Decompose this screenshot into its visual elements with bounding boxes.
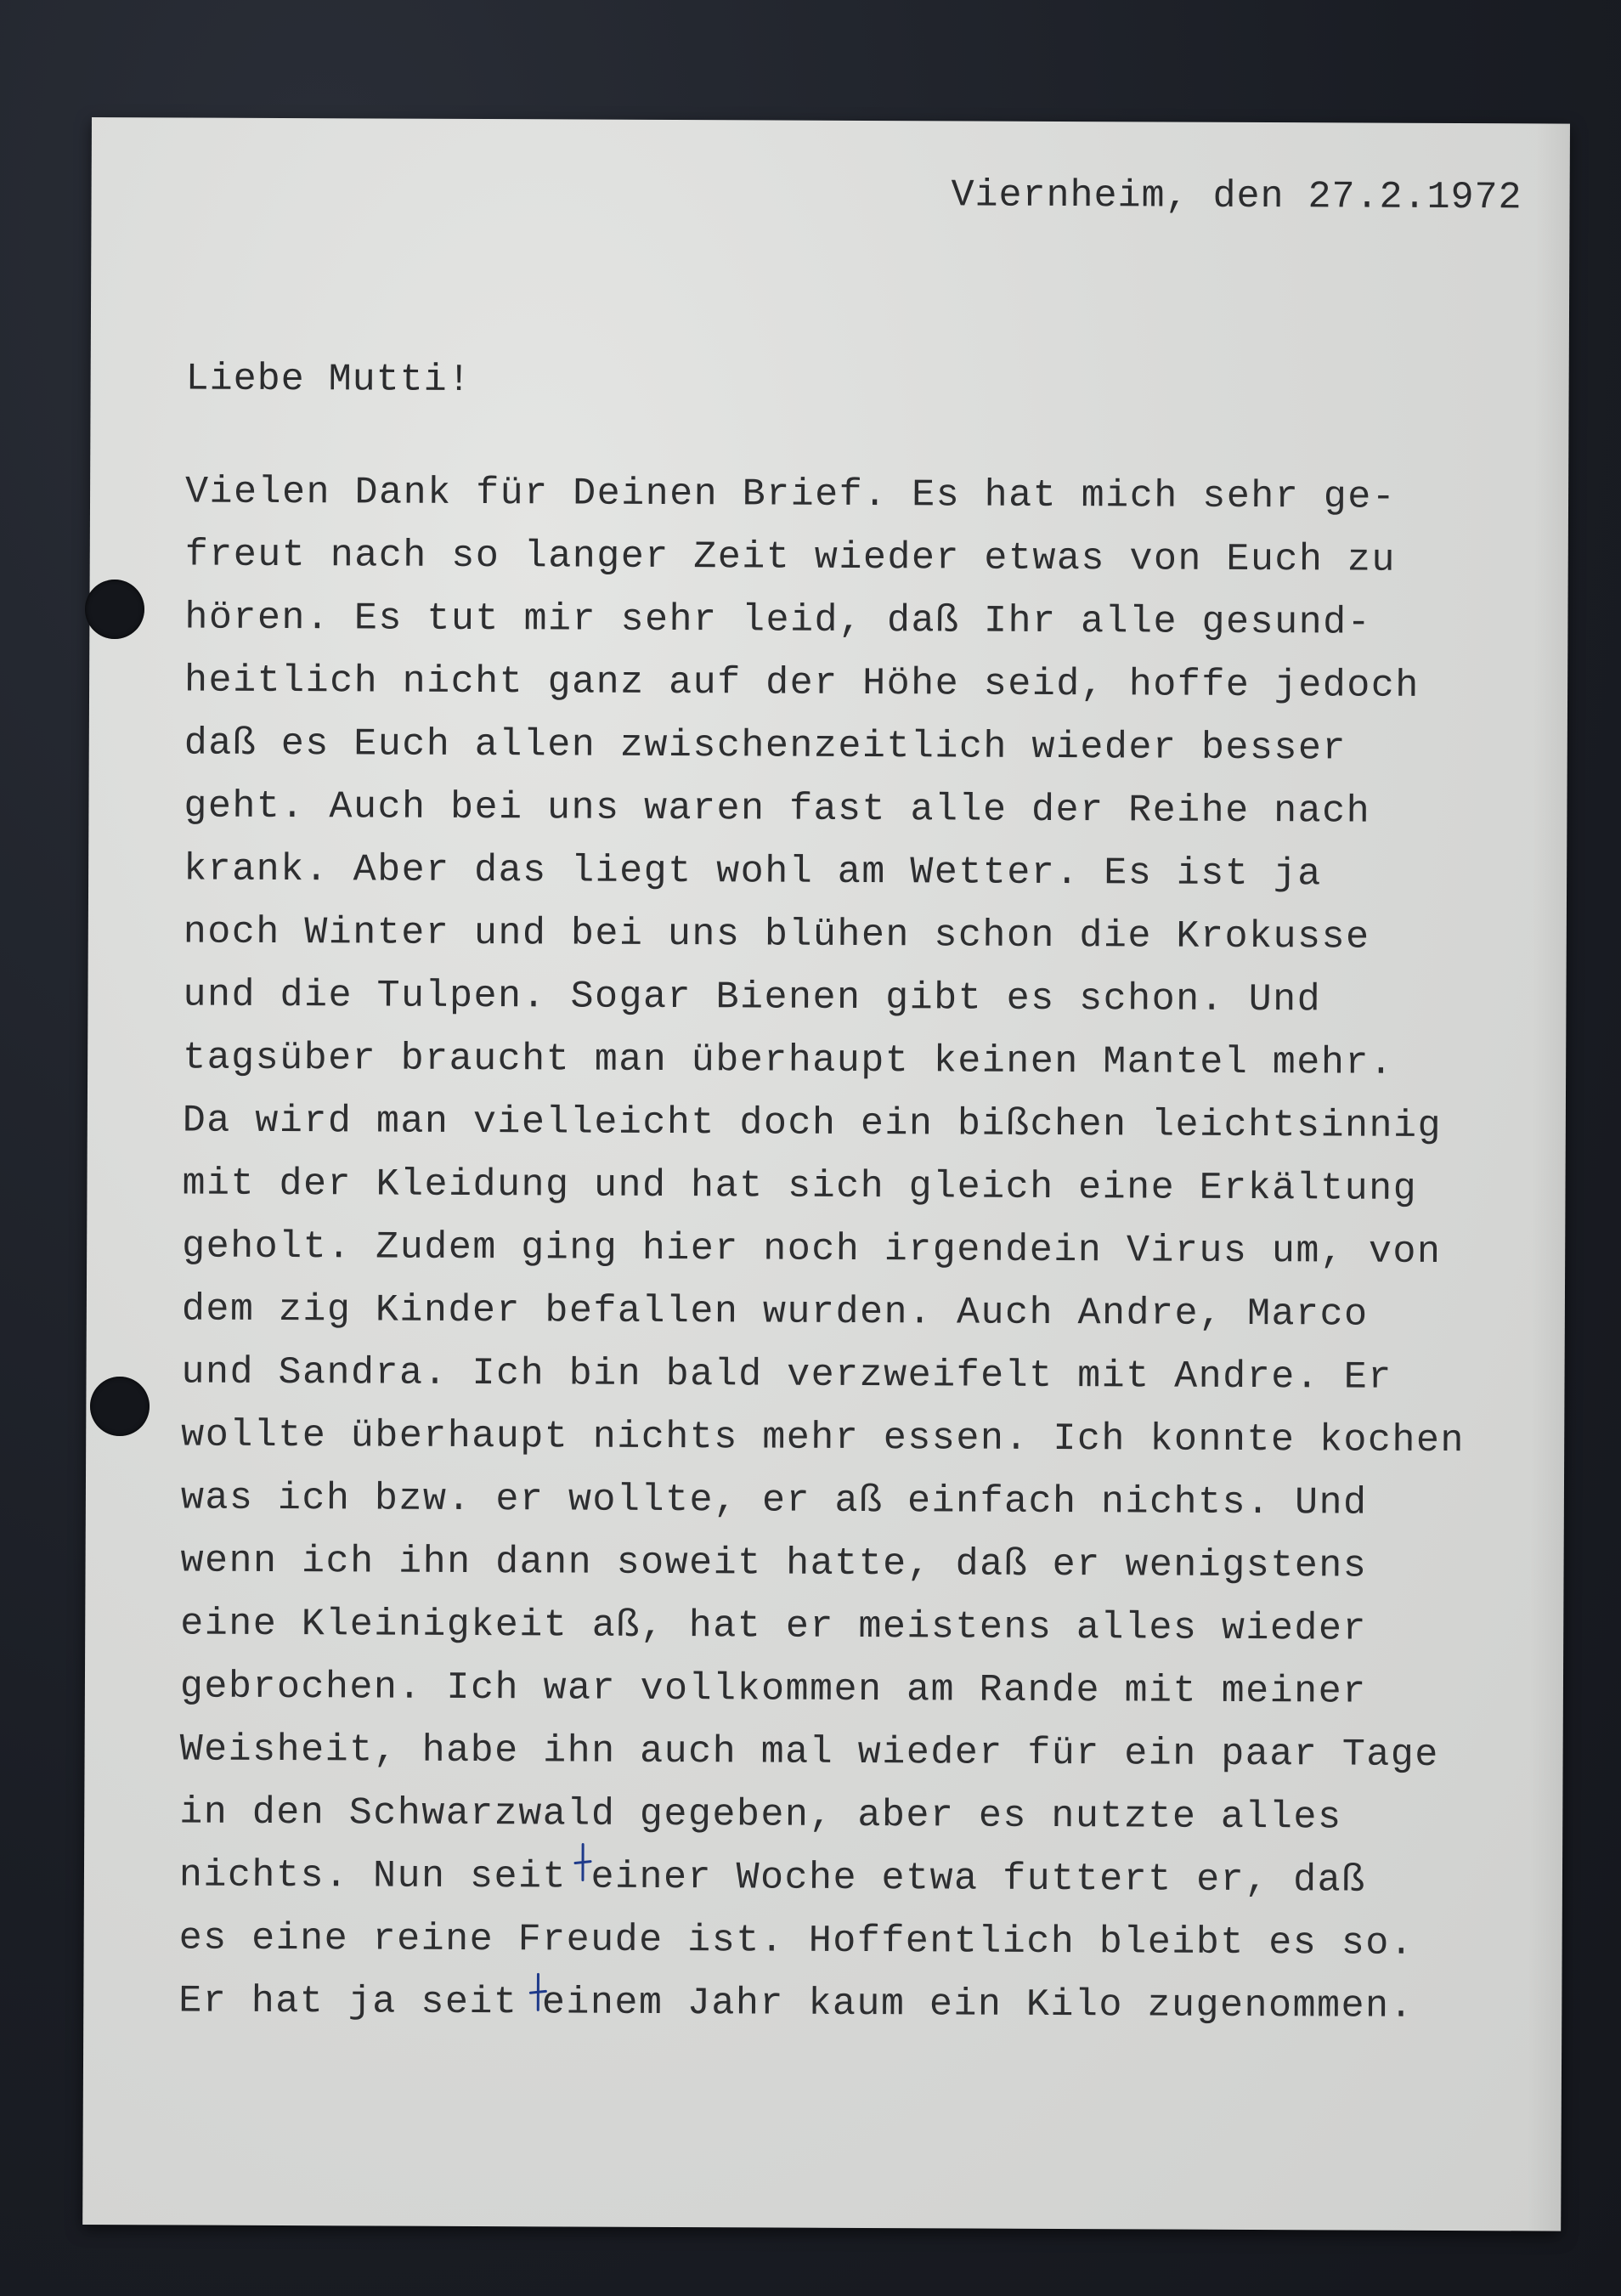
pen-correction-mark: [573, 1842, 592, 1881]
body-line: Er hat ja seit einem Jahr kaum ein Kilo zugenommen.: [178, 1979, 1415, 2028]
body-line: dem zig Kinder befallen wurden. Auch Andre, Marco: [181, 1287, 1369, 1337]
body-line: gebrochen. Ich war vollkommen am Rande mit meiner: [179, 1665, 1367, 1714]
punch-hole: [90, 1377, 150, 1436]
letter-salutation: Liebe Mutti!: [185, 357, 472, 402]
body-line: geht. Auch bei uns waren fast alle der Reihe nach: [184, 784, 1371, 834]
body-line: Da wird man vielleicht doch ein bißchen leichtsinnig: [182, 1099, 1443, 1148]
body-line: freut nach so langer Zeit wieder etwas von Euch zu: [184, 533, 1397, 582]
body-line: heitlich nicht ganz auf der Höhe seid, hoffe jedoch: [184, 659, 1420, 708]
body-line: Vielen Dank für Deinen Brief. Es hat mich sehr ge-: [184, 470, 1397, 519]
body-line: tagsüber braucht man überhaupt keinen Mantel mehr.: [183, 1036, 1394, 1085]
body-line: und Sandra. Ich bin bald verzweifelt mit Andre. Er: [181, 1350, 1392, 1400]
letter-date-line: Viernheim, den 27.2.1972: [951, 173, 1522, 220]
body-line: Weisheit, habe ihn auch mal wieder für ein paar Tage: [179, 1728, 1439, 1777]
body-line: noch Winter und bei uns blühen schon die Krokusse: [183, 910, 1370, 959]
letter-sheet: [82, 117, 1570, 2231]
body-line: es eine reine Freude ist. Hoffentlich bleibt es so.: [178, 1916, 1415, 1965]
body-line: hören. Es tut mir sehr leid, daß Ihr alle gesund-: [184, 596, 1372, 645]
punch-hole: [85, 580, 144, 639]
letter-body: [178, 461, 1562, 2039]
body-line: und die Tulpen. Sogar Bienen gibt es schon. Und: [183, 973, 1322, 1022]
body-line: wenn ich ihn dann soweit hatte, daß er wenigstens: [180, 1539, 1368, 1588]
body-line: krank. Aber das liegt wohl am Wetter. Es ist ja: [184, 847, 1322, 896]
body-line: eine Kleinigkeit aß, hat er meistens alles wieder: [180, 1602, 1368, 1651]
pen-correction-mark: [528, 1972, 547, 2011]
body-line: daß es Euch allen zwischenzeitlich wieder besser: [184, 721, 1347, 771]
body-line: in den Schwarzwald gegeben, aber es nutzte alles: [179, 1790, 1342, 1840]
body-line: nichts. Nun seit einer Woche etwa futtert er, daß: [178, 1853, 1366, 1903]
body-line: was ich bzw. er wollte, er aß einfach nichts. Und: [180, 1476, 1368, 1525]
body-line: wollte überhaupt nichts mehr essen. Ich konnte kochen: [181, 1413, 1466, 1463]
body-line: geholt. Zudem ging hier noch irgendein Virus um, von: [182, 1224, 1442, 1274]
body-line: mit der Kleidung und hat sich gleich eine Erkältung: [182, 1162, 1418, 1211]
